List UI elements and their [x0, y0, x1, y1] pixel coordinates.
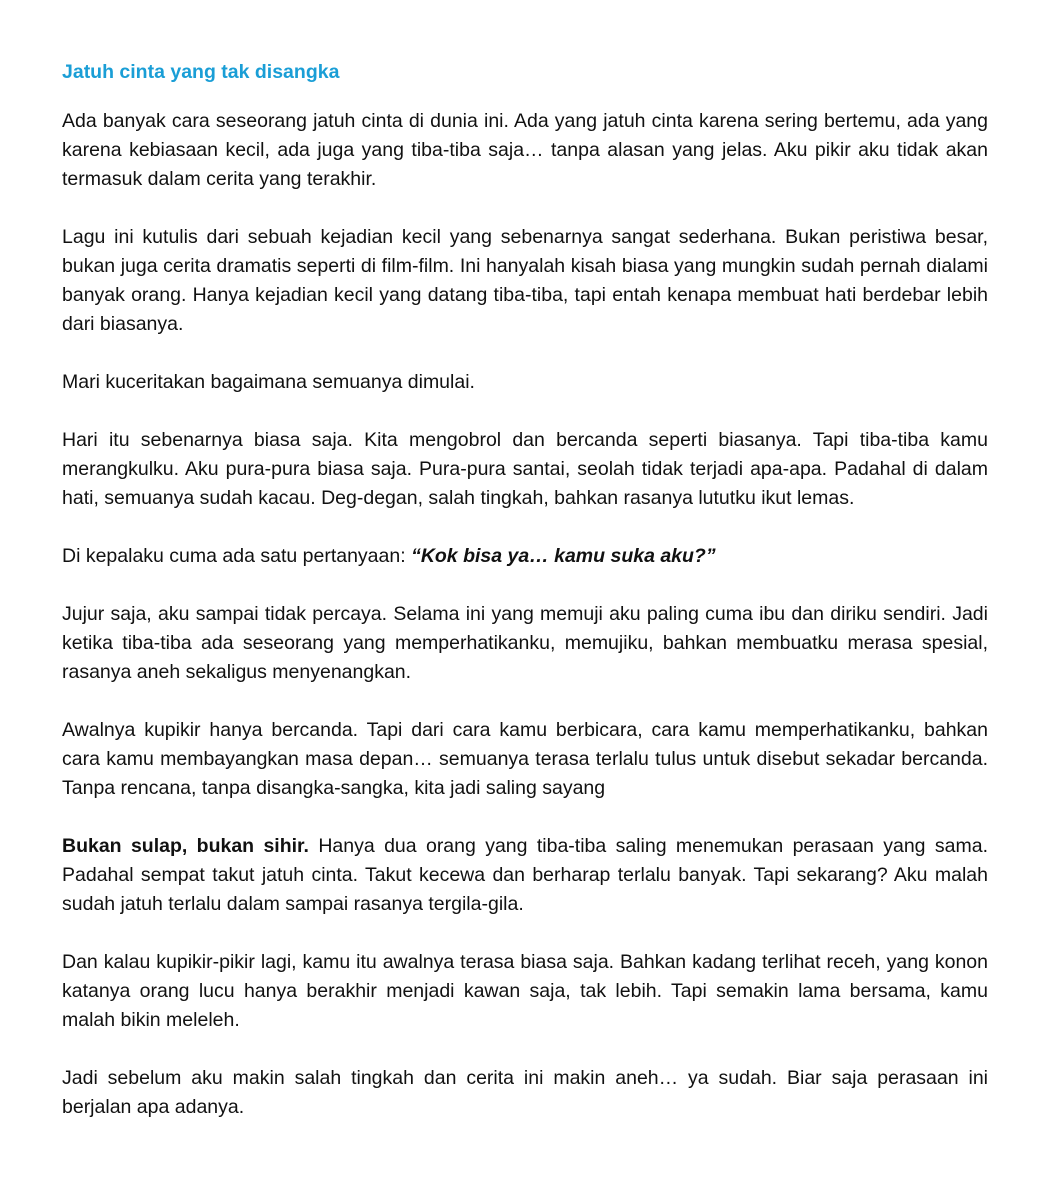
paragraph-3: Mari kuceritakan bagaimana semuanya dimulai.: [62, 371, 475, 393]
question-quote: “Kok bisa ya… kamu suka aku?”: [411, 545, 716, 567]
paragraph-8: [62, 832, 988, 919]
paragraph-6: Jujur saja, aku sampai tidak percaya. Selama ini yang memuji aku paling cuma ibu dan diriku sendiri. Jadi ketika tiba-tiba ada seseorang yang memperhatikanku, memujiku, bahkan membuatku merasa spesial, rasanya aneh sekaligus menyenangkan.: [62, 603, 988, 683]
paragraph-5: [62, 542, 988, 571]
paragraph-7: Awalnya kupikir hanya bercanda. Tapi dari cara kamu berbicara, cara kamu memperhatikanku, bahkan cara kamu membayangkan masa depan… semuanya terasa terlalu tulus untuk disebut sekadar bercanda. Tanpa rencana, tanpa disangka-sangka, kita jadi saling sayang: [62, 719, 988, 799]
paragraph-9: Dan kalau kupikir-pikir lagi, kamu itu awalnya terasa biasa saja. Bahkan kadang terlihat receh, yang konon katanya orang lucu hanya berakhir menjadi kawan saja, tak lebih. Tapi semakin lama bersama, kamu malah bikin meleleh.: [62, 951, 988, 1031]
document: [62, 60, 988, 1151]
paragraph-2: Lagu ini kutulis dari sebuah kejadian kecil yang sebenarnya sangat sederhana. Bukan peristiwa besar, bukan juga cerita dramatis seperti di film-film. Ini hanyalah kisah biasa yang mungkin sudah pernah dialami banyak orang. Hanya kejadian kecil yang datang tiba-tiba, tapi entah kenapa membuat hati berdebar lebih dari biasanya.: [62, 226, 988, 335]
paragraph-8-rest: Hanya dua orang yang tiba-tiba saling menemukan perasaan yang sama. Padahal sempat takut jatuh cinta. Takut kecewa dan berharap terlalu banyak. Tapi sekarang? Aku malah sudah jatuh terlalu dalam sampai rasanya tergila-gila.: [62, 835, 988, 915]
paragraph-1: Ada banyak cara seseorang jatuh cinta di dunia ini. Ada yang jatuh cinta karena sering bertemu, ada yang karena kebiasaan kecil, ada juga yang tiba-tiba saja… tanpa alasan yang jelas. Aku pikir aku tidak akan termasuk dalam cerita yang terakhir.: [62, 110, 988, 190]
question-intro: Di kepalaku cuma ada satu pertanyaan:: [62, 545, 412, 567]
paragraph-10: Jadi sebelum aku makin salah tingkah dan cerita ini makin aneh… ya sudah. Biar saja perasaan ini berjalan apa adanya.: [62, 1067, 988, 1118]
bold-lead-phrase: Bukan sulap, bukan sihir.: [62, 835, 309, 857]
paragraph-4: Hari itu sebenarnya biasa saja. Kita mengobrol dan bercanda seperti biasanya. Tapi tiba-tiba kamu merangkulku. Aku pura-pura biasa saja. Pura-pura santai, seolah tidak terjadi apa-apa. Padahal di dalam hati, semuanya sudah kacau. Deg-degan, salah tingkah, bahkan rasanya lututku ikut lemas.: [62, 429, 988, 509]
document-title: Jatuh cinta yang tak disangka: [62, 61, 340, 83]
